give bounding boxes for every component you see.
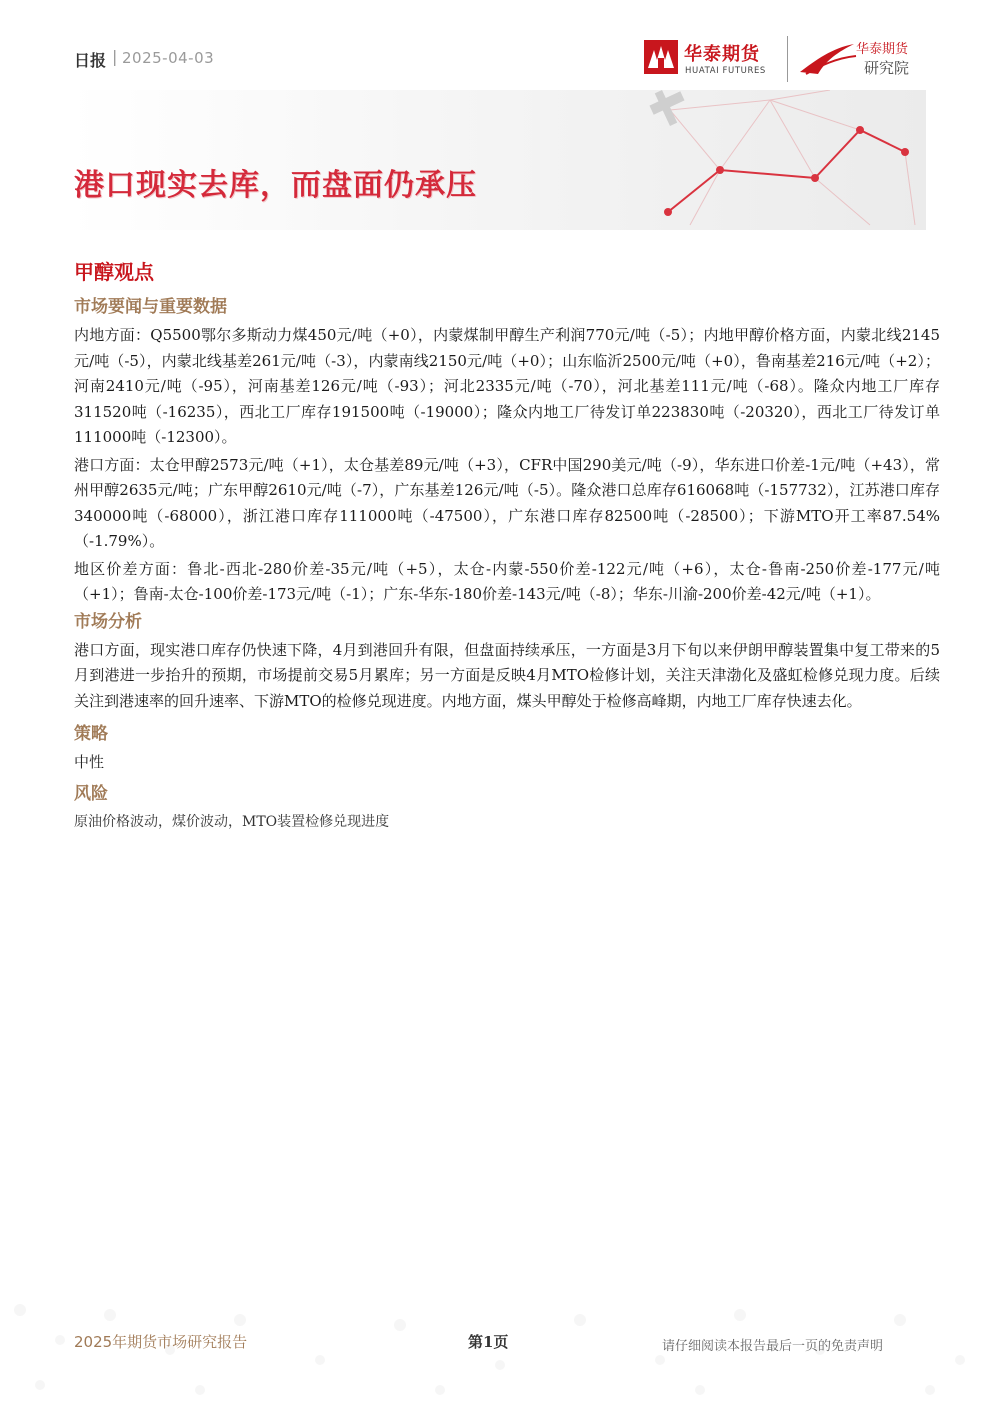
risk-text: 原油价格波动，煤价波动，MTO装置检修兑现进度 xyxy=(74,813,390,830)
analysis-heading: 市场分析 xyxy=(74,611,142,632)
huatai-futures-logo xyxy=(644,40,784,80)
analysis-text: 港口方面，现实港口库存仍快速下降，4月到港回升有限，但盘面持续承压，一方面是3月下旬以来伊朗甲醇装置集中复工带来的5月到港进一步抬升的预期，市场提前交易5月累库；另一方面是反映4月MTO检修计划，关注天津渤化及盛虹检修兑现力度。后续关注到港速率的回升速率、下游MTO的检修兑现进度。内地方面，煤头甲醇处于检修高峰期，内地工厂库存快速去化。 xyxy=(74,640,940,710)
risk-heading: 风险 xyxy=(74,783,108,804)
logo-chinese-name: 华泰期货 xyxy=(684,44,760,65)
doc-type-label: 日报 xyxy=(74,51,107,70)
market-news-inland: 内地方面：Q5500鄂尔多斯动力煤450元/吨（+0），内蒙煤制甲醇生产利润770元/吨（-5）；内地甲醇价格方面，内蒙北线2145元/吨（-5），内蒙北线基差261元/吨（-3），内蒙南线2150元/吨（+0）；山东临沂2500元/吨（+0），鲁南基差216元/吨（+2）；河南2410元/吨（-95），河南基差126元/吨（-93）；河北2335元/吨（-70），河北基差111元/吨（-68）。隆众内地工厂库存311520吨（-16235），西北工厂库存191500吨（-19000）；隆众内地工厂待发订单223830吨（-20320），西北工厂待发订单111000吨（-12300）。 xyxy=(74,326,940,446)
strategy-text: 中性 xyxy=(74,753,105,771)
report-body xyxy=(74,256,940,836)
market-news-heading: 市场要闻与重要数据 xyxy=(74,297,227,317)
logo-divider xyxy=(787,36,788,82)
market-news-spread: 地区价差方面：鲁北-西北-280价差-35元/吨（+5），太仓-内蒙-550价差-122元/吨（+6），太仓-鲁南-250价差-177元/吨（+1）；鲁南-太仓-100价差-173元/吨（-1）；广东-华东-180价差-143元/吨（-8）；华东-川渝-200价差-42元/吨（+1）。 xyxy=(74,559,940,603)
institute-name-line1: 华泰期货 xyxy=(856,42,909,57)
section-title: 甲醇观点 xyxy=(74,260,154,284)
header-separator: | xyxy=(112,47,118,66)
strategy-heading: 策略 xyxy=(74,724,108,744)
institute-name-line2: 研究院 xyxy=(864,59,910,77)
footer-disclaimer: 请仔细阅读本报告最后一页的免责声明 xyxy=(662,1339,884,1354)
logo-english-name: HUATAI FUTURES xyxy=(685,66,766,76)
report-title: 港口现实去库，而盘面仍承压 xyxy=(74,168,477,203)
page-number: 第1页 xyxy=(468,1333,509,1351)
market-news-port: 港口方面：太仓甲醇2573元/吨（+1），太仓基差89元/吨（+3），CFR中国290美元/吨（-9），华东进口价差-1元/吨（+43），常州甲醇2635元/吨；广东甲醇2610元/吨（-7），广东基差126元/吨（-5）。隆众港口总库存616068吨（-157732），江苏港口库存340000吨（-68000），浙江港口库存111000吨（-47500），广东港口库存82500吨（-28500）；下游MTO开工率87.54%（-1.79%）。 xyxy=(74,455,940,550)
huatai-logo-icon xyxy=(644,40,678,74)
research-institute-logo xyxy=(798,38,928,82)
footer-report-name: 2025年期货市场研究报告 xyxy=(74,1333,248,1351)
institute-swoosh-icon xyxy=(798,38,858,78)
report-date: 2025-04-03 xyxy=(122,49,215,67)
